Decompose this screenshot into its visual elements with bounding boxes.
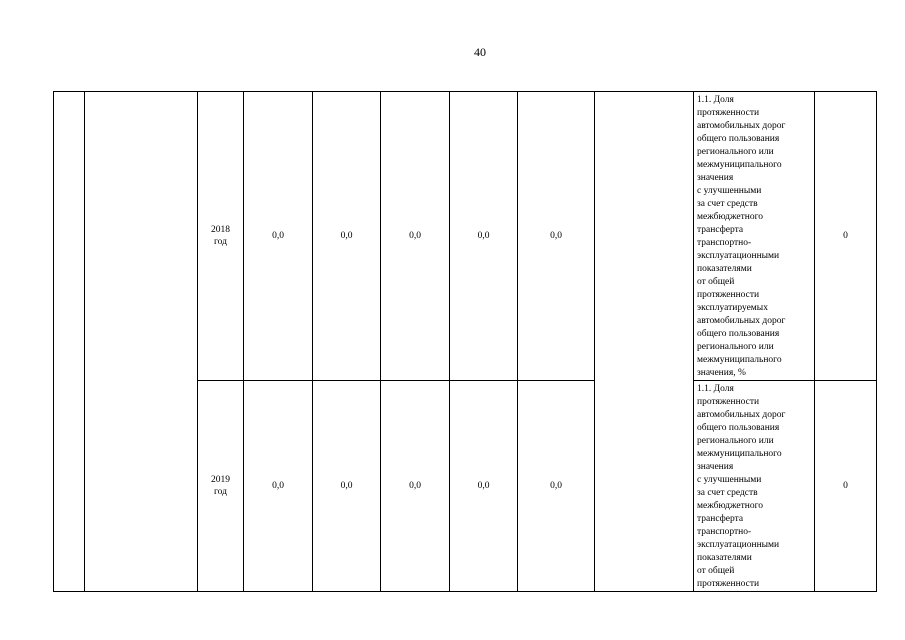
year-value: 2019 (211, 475, 230, 485)
funding-cell-total: 0,0 (244, 92, 313, 381)
indicator-line: 1.1. Доля (697, 95, 734, 105)
indicator-line: эксплуатируемых (697, 303, 768, 313)
indicator-cell (694, 381, 815, 592)
indicator-line: эксплуатационными (697, 251, 780, 261)
year-unit: год (214, 487, 227, 497)
number-cell (54, 92, 85, 592)
indicator-text (697, 383, 812, 591)
indicator-line: межмуниципального (697, 160, 782, 170)
indicator-line: значения, % (697, 368, 746, 378)
indicator-line: межбюджетного (697, 212, 763, 222)
activity-name-cell (85, 92, 198, 592)
year-cell (198, 381, 244, 592)
indicator-line: 1.1. Доля (697, 384, 734, 394)
funding-cell-local: 0,0 (450, 381, 518, 592)
indicator-line: трансферта (697, 514, 744, 524)
funding-cell-total: 0,0 (244, 381, 313, 592)
indicator-line: межбюджетного (697, 501, 763, 511)
indicator-line: автомобильных дорог (697, 316, 786, 326)
indicator-cell (694, 92, 815, 381)
indicator-line: протяженности (697, 579, 760, 589)
indicator-line: автомобильных дорог (697, 410, 786, 420)
indicator-line: транспортно- (697, 527, 752, 537)
year-cell (198, 92, 244, 381)
indicator-line: показателями (697, 553, 752, 563)
program-table (53, 91, 877, 592)
indicator-line: значения (697, 462, 734, 472)
indicator-value: 0 (815, 92, 877, 381)
responsible-cell (595, 92, 694, 592)
indicator-line: значения (697, 173, 734, 183)
funding-cell-federal: 0,0 (313, 92, 381, 381)
indicator-line: общего пользования (697, 423, 780, 433)
year-unit: год (214, 237, 227, 247)
indicator-line: протяженности (697, 397, 760, 407)
funding-cell-federal: 0,0 (313, 381, 381, 592)
indicator-line: показателями (697, 264, 752, 274)
table-row (54, 92, 877, 381)
indicator-line: общего пользования (697, 329, 780, 339)
funding-cell-other: 0,0 (518, 381, 595, 592)
indicator-line: автомобильных дорог (697, 121, 786, 131)
year-value: 2018 (211, 225, 230, 235)
indicator-line: регионального или (697, 342, 774, 352)
funding-cell-regional: 0,0 (381, 381, 450, 592)
indicator-line: за счет средств (697, 488, 758, 498)
indicator-value: 0 (815, 381, 877, 592)
indicator-line: регионального или (697, 436, 774, 446)
funding-cell-regional: 0,0 (381, 92, 450, 381)
indicator-line: регионального или (697, 147, 774, 157)
indicator-line: эксплуатационными (697, 540, 780, 550)
indicator-line: с улучшенными (697, 186, 762, 196)
indicator-line: от общей (697, 566, 735, 576)
funding-cell-local: 0,0 (450, 92, 518, 381)
indicator-line: трансферта (697, 225, 744, 235)
indicator-line: за счет средств (697, 199, 758, 209)
indicator-text (697, 94, 812, 380)
indicator-line: протяженности (697, 108, 760, 118)
indicator-line: с улучшенными (697, 475, 762, 485)
page-number: 40 (474, 45, 486, 59)
indicator-line: межмуниципального (697, 449, 782, 459)
indicator-line: межмуниципального (697, 355, 782, 365)
funding-cell-other: 0,0 (518, 92, 595, 381)
indicator-line: от общей (697, 277, 735, 287)
indicator-line: транспортно- (697, 238, 752, 248)
indicator-line: общего пользования (697, 134, 780, 144)
indicator-line: протяженности (697, 290, 760, 300)
